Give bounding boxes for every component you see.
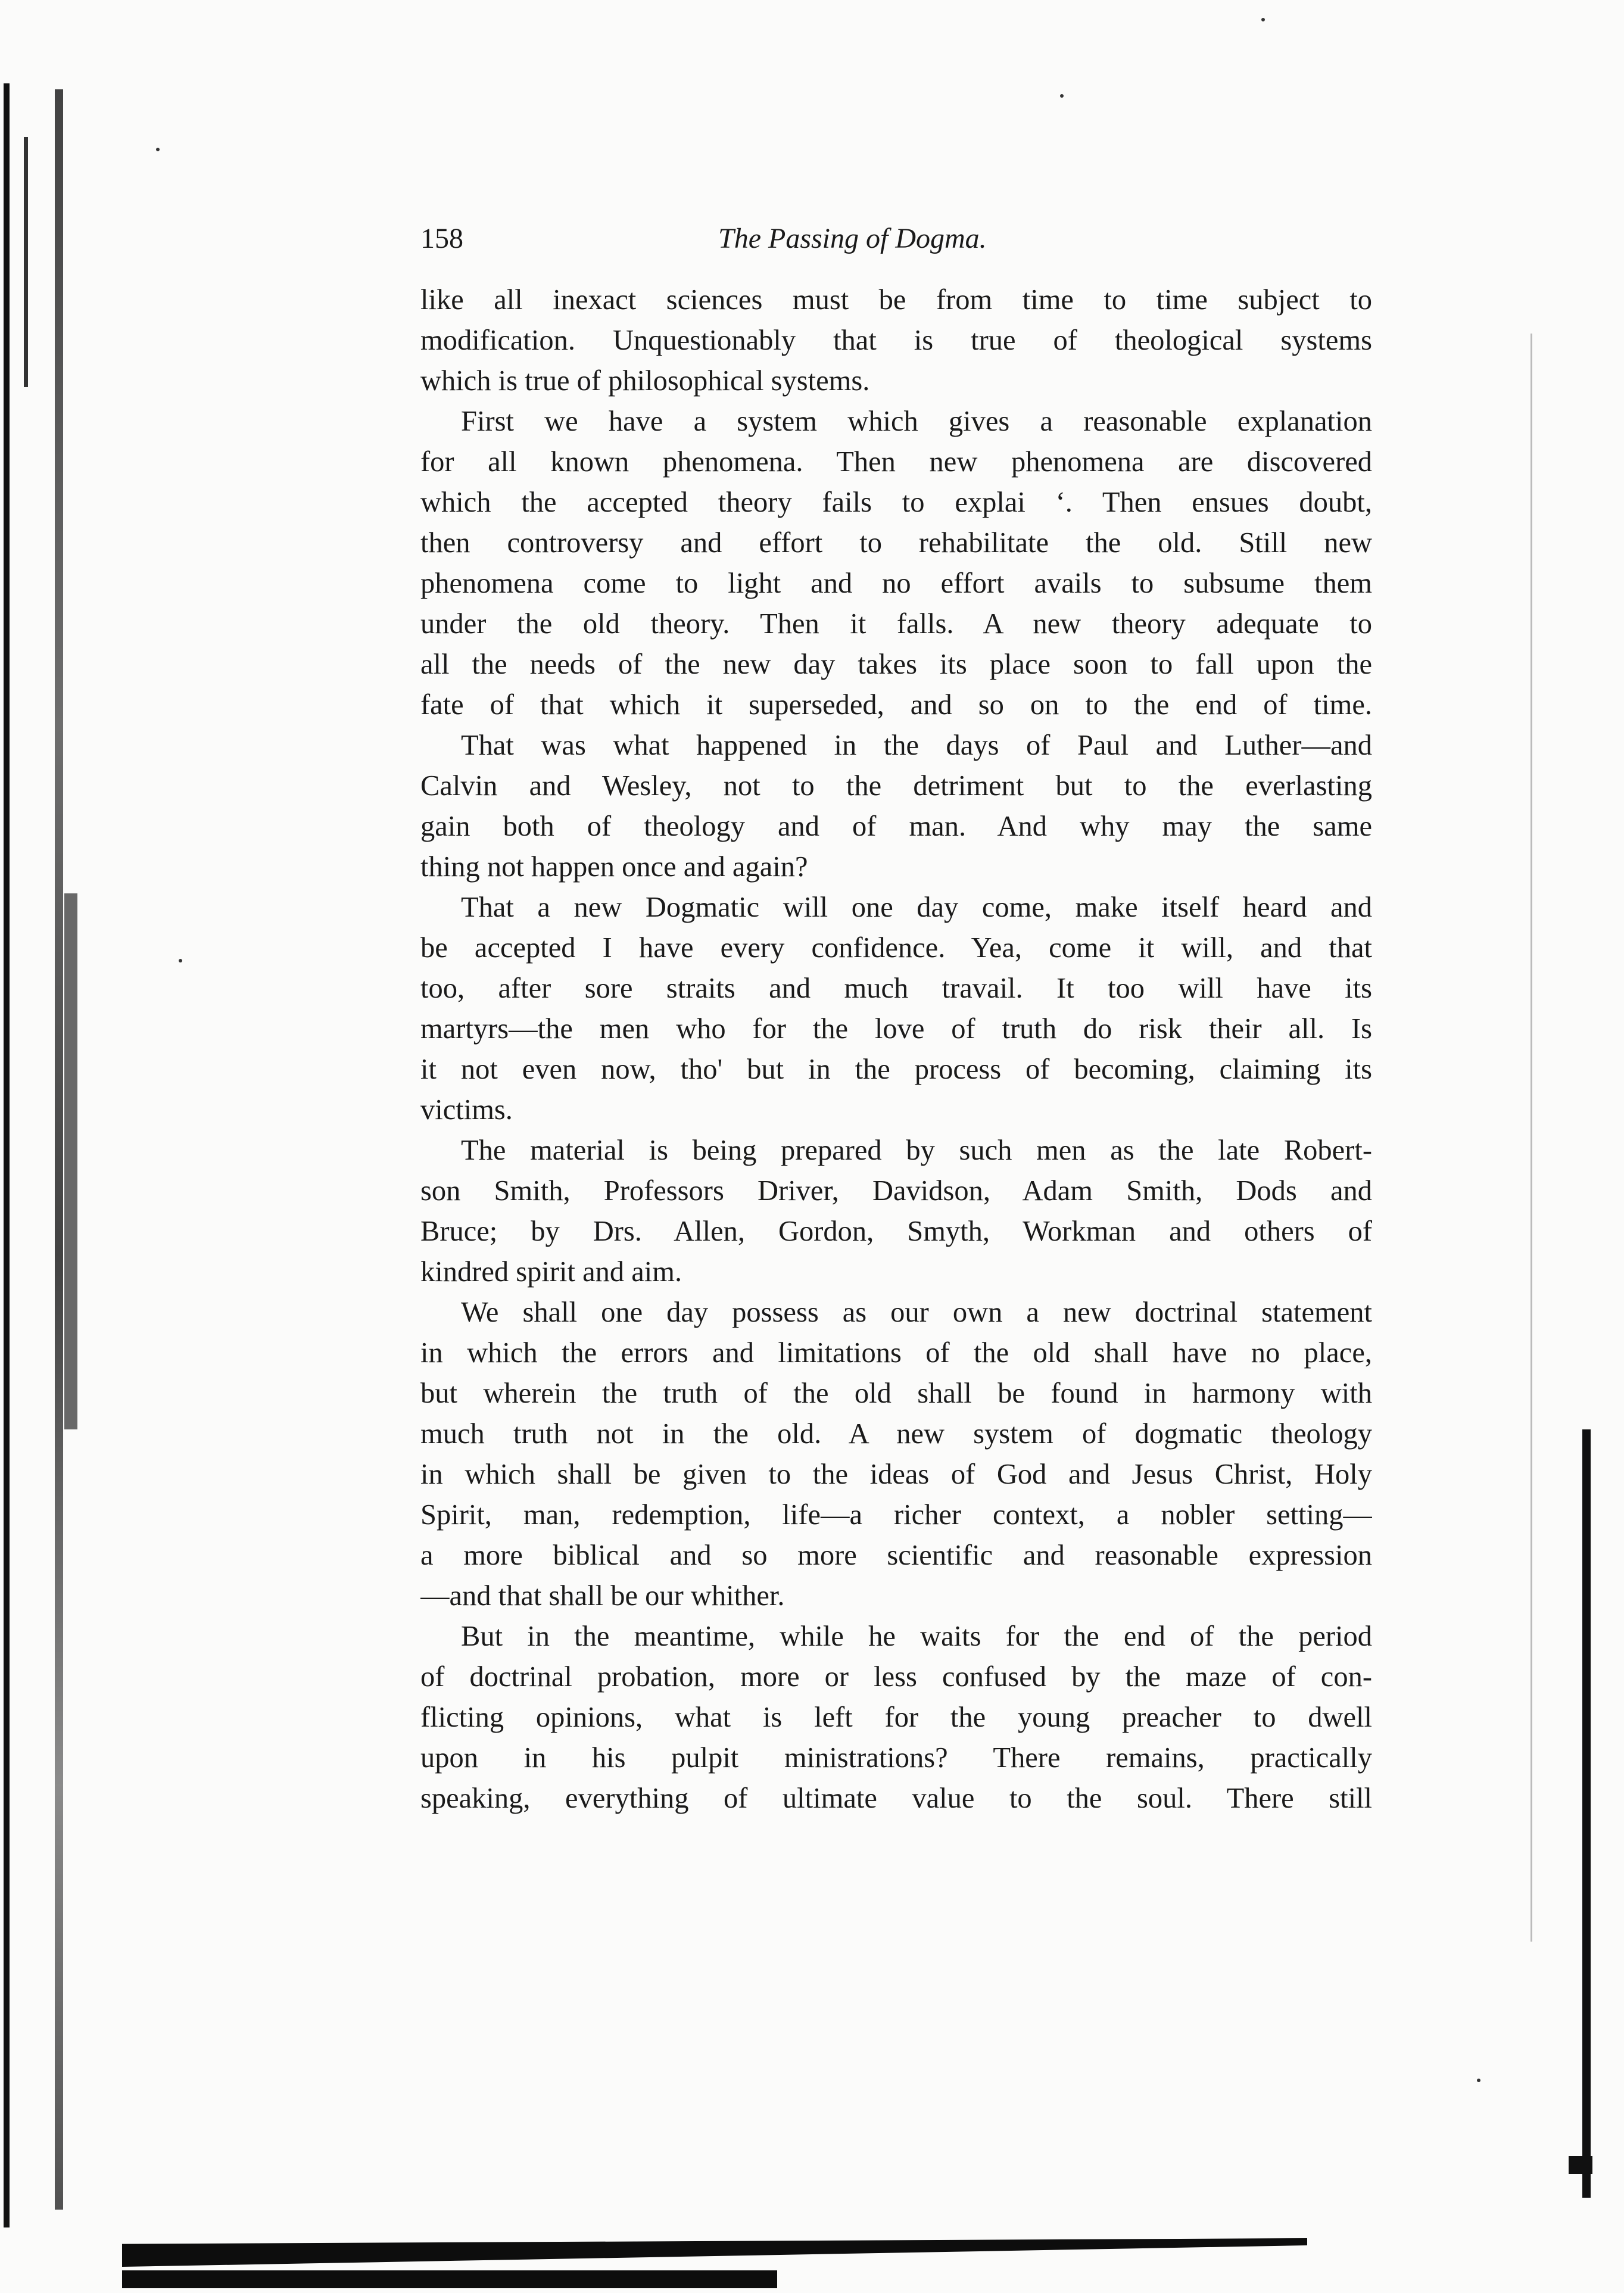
text-line: We shall one day possess as our own a new doctrinal statement <box>461 1297 1372 1328</box>
page-gutter-shadow <box>55 89 63 2210</box>
text-line: under the old theory. Then it falls. A new theory adequate to <box>420 608 1372 640</box>
text-line: upon in his pulpit ministrations? There remains, practically <box>420 1742 1372 1774</box>
text-line: fate of that which it superseded, and so on to the end of time. <box>420 689 1372 721</box>
text-line: thing not happen once and again? <box>420 851 808 883</box>
text-line: That was what happened in the days of Paul and Luther—and <box>461 730 1372 761</box>
scan-edge-bottom <box>122 2238 1307 2267</box>
text-line: First we have a system which gives a reasonable explanation <box>461 406 1372 437</box>
text-line: kindred spirit and aim. <box>420 1256 682 1288</box>
running-title: The Passing of Dogma. <box>718 223 987 254</box>
text-line: for all known phenomena. Then new phenomena are discovered <box>420 446 1372 478</box>
text-line: in which the errors and limitations of the old shall have no place, <box>420 1337 1372 1369</box>
text-line: in which shall be given to the ideas of God and Jesus Christ, Holy <box>420 1459 1372 1490</box>
body-text <box>420 280 1372 1819</box>
scan-edge-right-corner <box>1569 2156 1592 2174</box>
text-line: That a new Dogmatic will one day come, make itself heard and <box>461 892 1372 923</box>
text-line: like all inexact sciences must be from time to time subject to <box>420 284 1372 316</box>
page-edge-line <box>1531 334 1532 1942</box>
text-line: which the accepted theory fails to explai ʻ. Then ensues doubt, <box>420 487 1372 518</box>
text-line: modification. Unquestionably that is true of theological systems <box>420 325 1372 356</box>
text-line: Bruce; by Drs. Allen, Gordon, Smyth, Workman and others of <box>420 1216 1372 1247</box>
text-line: much truth not in the old. A new system of dogmatic theology <box>420 1418 1372 1450</box>
page-gutter-shadow-dark <box>64 893 77 1429</box>
text-line: be accepted I have every confidence. Yea, come it will, and that <box>420 932 1372 964</box>
scan-speck <box>1477 2079 1480 2082</box>
text-line: Calvin and Wesley, not to the detriment but to the everlasting <box>420 770 1372 802</box>
text-line: martyrs—the men who for the love of truth do risk their all. Is <box>420 1013 1372 1045</box>
text-line: gain both of theology and of man. And why may the same <box>420 811 1372 842</box>
text-line: which is true of philosophical systems. <box>420 365 870 397</box>
text-line: all the needs of the new day takes its place soon to fall upon the <box>420 649 1372 680</box>
page-number: 158 <box>420 223 463 254</box>
scan-speck <box>156 148 160 151</box>
text-line: it not even now, tho' but in the process of becoming, claiming its <box>420 1054 1372 1085</box>
page-header <box>420 218 1373 260</box>
scan-edge-bottom-lower <box>122 2270 777 2288</box>
scan-edge-left <box>4 83 10 2227</box>
scan-edge-right <box>1582 1429 1591 2198</box>
text-line: phenomena come to light and no effort avails to subsume them <box>420 568 1372 599</box>
text-line: too, after sore straits and much travail. It too will have its <box>420 973 1372 1004</box>
text-line: son Smith, Professors Driver, Davidson, Adam Smith, Dods and <box>420 1175 1372 1207</box>
text-line: victims. <box>420 1094 513 1126</box>
text-line: speaking, everything of ultimate value to the soul. There still <box>420 1783 1372 1814</box>
text-line: Spirit, man, redemption, life—a richer context, a nobler setting— <box>420 1499 1372 1531</box>
scan-speck <box>179 959 182 962</box>
scan-speck <box>1060 94 1064 98</box>
text-line: But in the meantime, while he waits for the end of the period <box>461 1621 1372 1652</box>
text-line: a more biblical and so more scientific and reasonable expression <box>420 1540 1372 1571</box>
text-line: then controversy and effort to rehabilitate the old. Still new <box>420 527 1372 559</box>
text-line: —and that shall be our whither. <box>420 1580 785 1612</box>
scan-edge-left-mark <box>24 137 28 387</box>
text-line: but wherein the truth of the old shall be found in harmony with <box>420 1378 1372 1409</box>
text-line: of doctrinal probation, more or less confused by the maze of con- <box>420 1661 1372 1693</box>
scan-speck <box>1261 18 1265 21</box>
text-line: The material is being prepared by such men as the late Robert- <box>461 1135 1372 1166</box>
text-line: flicting opinions, what is left for the young preacher to dwell <box>420 1702 1372 1733</box>
